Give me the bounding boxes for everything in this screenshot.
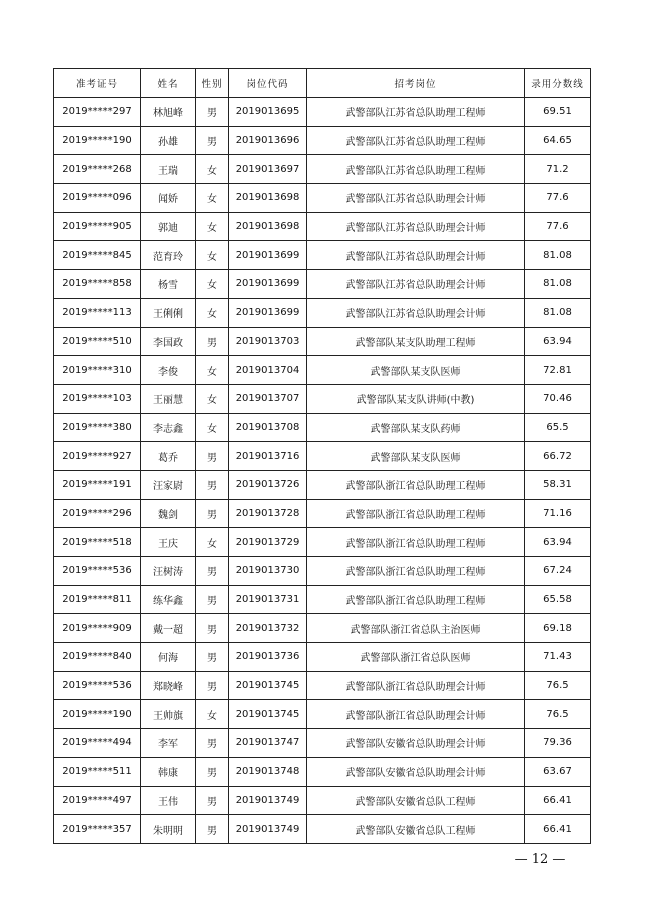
cell-score-line: 77.6 (525, 212, 591, 241)
cell-score-line: 81.08 (525, 298, 591, 327)
table-row (54, 184, 591, 213)
cell-position: 武警部队某支队药师 (307, 413, 525, 442)
cell-gender: 女 (196, 356, 229, 385)
cell-score-line: 58.31 (525, 470, 591, 499)
cell-position: 武警部队江苏省总队助理工程师 (307, 126, 525, 155)
cell-position: 武警部队浙江省总队医师 (307, 643, 525, 672)
cell-name: 郭迪 (141, 212, 196, 241)
cell-position: 武警部队安徽省总队助理会计师 (307, 729, 525, 758)
header-name: 姓名 (141, 69, 196, 98)
cell-position: 武警部队安徽省总队助理会计师 (307, 757, 525, 786)
cell-position-code: 2019013729 (229, 528, 307, 557)
cell-name: 韩康 (141, 757, 196, 786)
table-row (54, 585, 591, 614)
table-body (54, 98, 591, 844)
cell-gender: 女 (196, 270, 229, 299)
table-row (54, 729, 591, 758)
cell-gender: 女 (196, 212, 229, 241)
cell-name: 魏剑 (141, 499, 196, 528)
table-row (54, 270, 591, 299)
cell-score-line: 72.81 (525, 356, 591, 385)
cell-exam-id: 2019*****103 (54, 384, 141, 413)
cell-score-line: 76.5 (525, 700, 591, 729)
cell-position-code: 2019013695 (229, 98, 307, 127)
cell-exam-id: 2019*****536 (54, 671, 141, 700)
table-row (54, 499, 591, 528)
cell-gender: 女 (196, 700, 229, 729)
cell-gender: 男 (196, 327, 229, 356)
cell-position-code: 2019013730 (229, 557, 307, 586)
table-row (54, 126, 591, 155)
cell-position: 武警部队某支队助理工程师 (307, 327, 525, 356)
header-exam-id: 准考证号 (54, 69, 141, 98)
cell-position-code: 2019013745 (229, 700, 307, 729)
cell-score-line: 76.5 (525, 671, 591, 700)
header-gender: 性别 (196, 69, 229, 98)
cell-name: 李志鑫 (141, 413, 196, 442)
table-header-row (54, 69, 591, 98)
table-row (54, 528, 591, 557)
cell-gender: 男 (196, 815, 229, 844)
cell-position-code: 2019013707 (229, 384, 307, 413)
cell-score-line: 63.94 (525, 528, 591, 557)
cell-gender: 男 (196, 614, 229, 643)
cell-position-code: 2019013748 (229, 757, 307, 786)
cell-name: 李国政 (141, 327, 196, 356)
table-row (54, 155, 591, 184)
table-row (54, 786, 591, 815)
cell-position: 武警部队浙江省总队主治医师 (307, 614, 525, 643)
table-row (54, 815, 591, 844)
cell-position-code: 2019013749 (229, 815, 307, 844)
cell-position-code: 2019013732 (229, 614, 307, 643)
cell-position-code: 2019013699 (229, 298, 307, 327)
cell-name: 王瑞 (141, 155, 196, 184)
cell-gender: 男 (196, 126, 229, 155)
cell-score-line: 71.2 (525, 155, 591, 184)
cell-gender: 男 (196, 786, 229, 815)
cell-gender: 男 (196, 98, 229, 127)
cell-name: 王丽慧 (141, 384, 196, 413)
cell-position-code: 2019013698 (229, 184, 307, 213)
cell-score-line: 81.08 (525, 270, 591, 299)
cell-gender: 女 (196, 155, 229, 184)
cell-position-code: 2019013699 (229, 241, 307, 270)
cell-score-line: 65.5 (525, 413, 591, 442)
cell-name: 李俊 (141, 356, 196, 385)
cell-position-code: 2019013708 (229, 413, 307, 442)
cell-gender: 女 (196, 298, 229, 327)
cell-position-code: 2019013716 (229, 442, 307, 471)
cell-exam-id: 2019*****845 (54, 241, 141, 270)
cell-exam-id: 2019*****909 (54, 614, 141, 643)
cell-position: 武警部队江苏省总队助理工程师 (307, 155, 525, 184)
cell-name: 葛乔 (141, 442, 196, 471)
cell-position-code: 2019013697 (229, 155, 307, 184)
cell-gender: 女 (196, 184, 229, 213)
cell-score-line: 63.67 (525, 757, 591, 786)
cell-name: 朱明明 (141, 815, 196, 844)
table-row (54, 757, 591, 786)
cell-exam-id: 2019*****310 (54, 356, 141, 385)
cell-score-line: 69.51 (525, 98, 591, 127)
cell-score-line: 63.94 (525, 327, 591, 356)
cell-position-code: 2019013704 (229, 356, 307, 385)
cell-score-line: 66.41 (525, 815, 591, 844)
table-row (54, 298, 591, 327)
cell-position-code: 2019013726 (229, 470, 307, 499)
cell-position: 武警部队江苏省总队助理工程师 (307, 98, 525, 127)
table-row (54, 413, 591, 442)
cell-gender: 男 (196, 470, 229, 499)
table-row (54, 557, 591, 586)
cell-position-code: 2019013736 (229, 643, 307, 672)
cell-gender: 男 (196, 499, 229, 528)
cell-exam-id: 2019*****494 (54, 729, 141, 758)
cell-exam-id: 2019*****840 (54, 643, 141, 672)
cell-exam-id: 2019*****113 (54, 298, 141, 327)
cell-position: 武警部队江苏省总队助理会计师 (307, 241, 525, 270)
cell-position: 武警部队某支队医师 (307, 356, 525, 385)
cell-exam-id: 2019*****191 (54, 470, 141, 499)
cell-gender: 男 (196, 671, 229, 700)
page-number: — 12 — (514, 852, 566, 867)
cell-name: 林旭峰 (141, 98, 196, 127)
cell-name: 王庆 (141, 528, 196, 557)
header-score-line: 录用分数线 (525, 69, 591, 98)
cell-position-code: 2019013745 (229, 671, 307, 700)
cell-gender: 女 (196, 241, 229, 270)
cell-exam-id: 2019*****518 (54, 528, 141, 557)
table-row (54, 356, 591, 385)
cell-position: 武警部队浙江省总队助理会计师 (307, 700, 525, 729)
cell-position-code: 2019013749 (229, 786, 307, 815)
table-row (54, 442, 591, 471)
admission-score-table (53, 68, 591, 844)
cell-position-code: 2019013696 (229, 126, 307, 155)
table-row (54, 671, 591, 700)
cell-position: 武警部队江苏省总队助理会计师 (307, 270, 525, 299)
cell-score-line: 66.41 (525, 786, 591, 815)
cell-name: 王帅旗 (141, 700, 196, 729)
cell-position: 武警部队某支队讲师(中教) (307, 384, 525, 413)
cell-position: 武警部队江苏省总队助理会计师 (307, 212, 525, 241)
cell-position: 武警部队浙江省总队助理工程师 (307, 585, 525, 614)
cell-gender: 男 (196, 557, 229, 586)
cell-name: 范育玲 (141, 241, 196, 270)
cell-position: 武警部队安徽省总队工程师 (307, 815, 525, 844)
cell-position: 武警部队江苏省总队助理会计师 (307, 298, 525, 327)
table-row (54, 212, 591, 241)
cell-exam-id: 2019*****380 (54, 413, 141, 442)
cell-exam-id: 2019*****190 (54, 126, 141, 155)
cell-gender: 女 (196, 413, 229, 442)
cell-position-code: 2019013747 (229, 729, 307, 758)
cell-position: 武警部队某支队医师 (307, 442, 525, 471)
cell-name: 练华鑫 (141, 585, 196, 614)
cell-name: 闻娇 (141, 184, 196, 213)
table-row (54, 241, 591, 270)
cell-name: 王俐俐 (141, 298, 196, 327)
cell-exam-id: 2019*****858 (54, 270, 141, 299)
cell-score-line: 66.72 (525, 442, 591, 471)
cell-position: 武警部队江苏省总队助理会计师 (307, 184, 525, 213)
cell-score-line: 69.18 (525, 614, 591, 643)
cell-name: 李军 (141, 729, 196, 758)
cell-exam-id: 2019*****096 (54, 184, 141, 213)
cell-gender: 男 (196, 442, 229, 471)
cell-score-line: 64.65 (525, 126, 591, 155)
cell-gender: 男 (196, 585, 229, 614)
cell-position-code: 2019013699 (229, 270, 307, 299)
cell-position-code: 2019013731 (229, 585, 307, 614)
cell-exam-id: 2019*****510 (54, 327, 141, 356)
table-row (54, 643, 591, 672)
cell-name: 何海 (141, 643, 196, 672)
cell-score-line: 81.08 (525, 241, 591, 270)
table-row (54, 700, 591, 729)
cell-gender: 女 (196, 528, 229, 557)
cell-score-line: 77.6 (525, 184, 591, 213)
table-row (54, 470, 591, 499)
cell-exam-id: 2019*****811 (54, 585, 141, 614)
cell-score-line: 70.46 (525, 384, 591, 413)
cell-score-line: 79.36 (525, 729, 591, 758)
cell-exam-id: 2019*****296 (54, 499, 141, 528)
table-row (54, 327, 591, 356)
cell-gender: 男 (196, 729, 229, 758)
cell-name: 孙雄 (141, 126, 196, 155)
cell-position: 武警部队浙江省总队助理工程师 (307, 557, 525, 586)
cell-exam-id: 2019*****190 (54, 700, 141, 729)
cell-position-code: 2019013703 (229, 327, 307, 356)
cell-name: 汪家尉 (141, 470, 196, 499)
cell-score-line: 71.43 (525, 643, 591, 672)
cell-name: 王伟 (141, 786, 196, 815)
cell-score-line: 67.24 (525, 557, 591, 586)
cell-name: 杨雪 (141, 270, 196, 299)
cell-exam-id: 2019*****905 (54, 212, 141, 241)
cell-position: 武警部队浙江省总队助理工程师 (307, 470, 525, 499)
cell-name: 汪树涛 (141, 557, 196, 586)
cell-exam-id: 2019*****927 (54, 442, 141, 471)
cell-position-code: 2019013698 (229, 212, 307, 241)
cell-position: 武警部队浙江省总队助理工程师 (307, 499, 525, 528)
cell-gender: 男 (196, 757, 229, 786)
cell-gender: 女 (196, 384, 229, 413)
cell-position-code: 2019013728 (229, 499, 307, 528)
cell-score-line: 71.16 (525, 499, 591, 528)
header-position: 招考岗位 (307, 69, 525, 98)
cell-exam-id: 2019*****297 (54, 98, 141, 127)
cell-position: 武警部队安徽省总队工程师 (307, 786, 525, 815)
cell-exam-id: 2019*****497 (54, 786, 141, 815)
cell-exam-id: 2019*****511 (54, 757, 141, 786)
cell-exam-id: 2019*****357 (54, 815, 141, 844)
cell-name: 戴一超 (141, 614, 196, 643)
header-position-code: 岗位代码 (229, 69, 307, 98)
table-row (54, 384, 591, 413)
cell-position: 武警部队浙江省总队助理会计师 (307, 671, 525, 700)
table-row (54, 98, 591, 127)
table-row (54, 614, 591, 643)
cell-gender: 男 (196, 643, 229, 672)
cell-position: 武警部队浙江省总队助理工程师 (307, 528, 525, 557)
cell-score-line: 65.58 (525, 585, 591, 614)
cell-exam-id: 2019*****268 (54, 155, 141, 184)
cell-exam-id: 2019*****536 (54, 557, 141, 586)
cell-name: 郑晓峰 (141, 671, 196, 700)
